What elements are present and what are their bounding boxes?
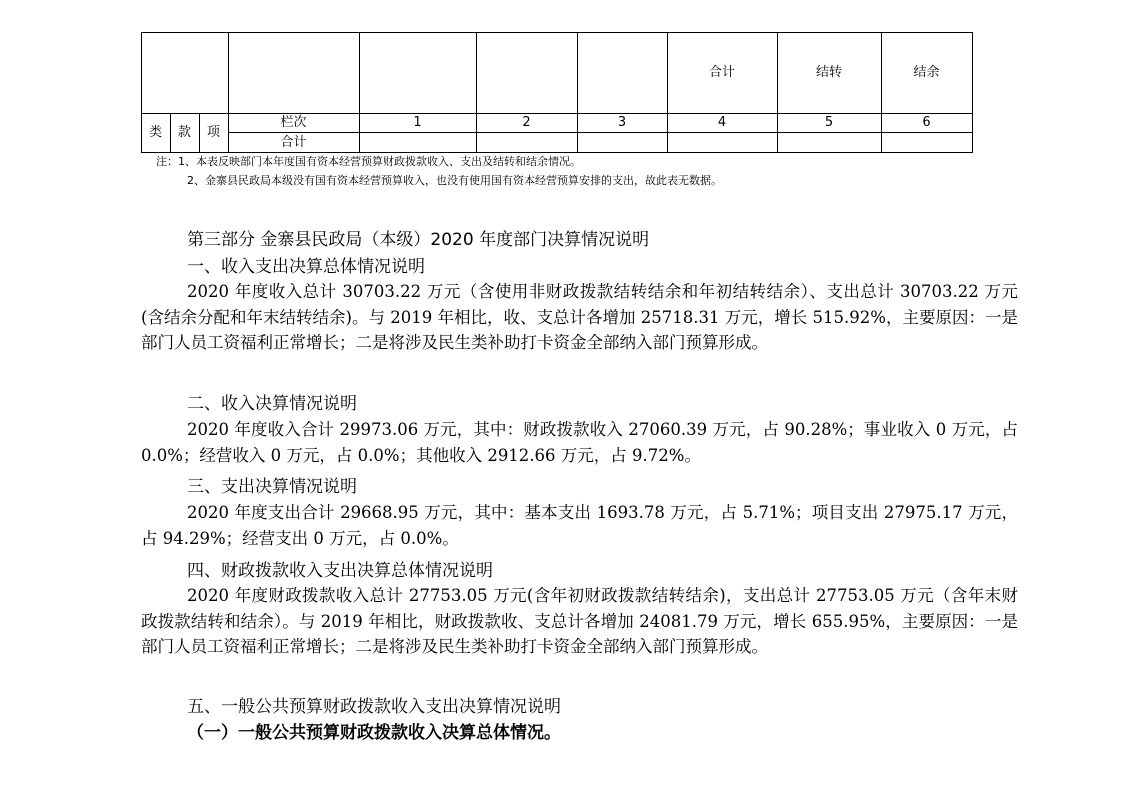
label-item: 项 <box>206 125 220 140</box>
section-5-subheading: （一）一般公共预算财政拨款收入决算总体情况。 <box>187 723 561 743</box>
section-2-text: 2020 年度收入合计 29973.06 万元，其中：财政拨款收入 27060.39 万元，占 90.28%；事业收入 0 万元，占 0.0%；经营收入 0 万元，占 0.0%；其他收入 2912.66 万元，占 9.72%。 <box>141 420 1018 465</box>
label-category: 类 <box>148 125 162 140</box>
section-1-text: 2020 年度收入总计 30703.22 万元（含使用非财政拨款结转结余和年初结转结余）、支出总计 30703.22 万元(含结余分配和年末结转结余)。与 2019 年相比，收、支总计各增加 25718.31 万元，增长 515.92%，主要原因：一是部门人员工资福利正常增长；二是将涉及民生类补助打卡资金全部纳入部门预算形成。 <box>141 282 1018 352</box>
column-number: 4 <box>717 115 727 130</box>
column-number: 3 <box>617 115 627 130</box>
table-rule <box>141 152 973 153</box>
column-number: 6 <box>922 115 931 130</box>
table-rule <box>359 32 360 153</box>
header-balance: 结余 <box>913 65 940 80</box>
header-total: 合计 <box>708 65 735 80</box>
table-rule <box>777 32 778 153</box>
table-rule <box>141 32 973 33</box>
section-2-heading: 二、收入决算情况说明 <box>187 394 357 414</box>
label-column-index: 栏次 <box>280 115 307 130</box>
table-note-1: 注：1、本表反映部门本年度国有资本经营预算财政拨款收入、支出及结转和结余情况。 <box>156 155 581 168</box>
label-section: 款 <box>177 125 191 140</box>
part3-title: 第三部分 金寨县民政局（本级）2020 年度部门决算情况说明 <box>187 230 650 250</box>
table-note-2: 2、金寨县民政局本级没有国有资本经营预算收入，也没有使用国有资本经营预算安排的支出，故此表无数据。 <box>187 174 722 187</box>
section-4-heading: 四、财政拨款收入支出决算总体情况说明 <box>187 561 493 581</box>
section-3-text: 2020 年度支出合计 29668.95 万元，其中：基本支出 1693.78 万元，占 5.71%；项目支出 27975.17 万元，占 94.29%；经营支出 0 万元，占 0.0%。 <box>141 503 1018 548</box>
section-3-heading: 三、支出决算情况说明 <box>187 477 357 497</box>
table-rule <box>228 132 973 133</box>
section-4-text: 2020 年度财政拨款收入总计 27753.05 万元(含年初财政拨款结转结余)，支出总计 27753.05 万元（含年末财政拨款结转和结余）。与 2019 年相比，财政拨款收、支总计各增加 24081.79 万元，增长 655.95%，主要原因：一是部门人员工资福利正常增长；二是将涉及民生类补助打卡资金全部纳入部门预算形成。 <box>141 586 1018 656</box>
table-rule <box>476 32 477 153</box>
table-rule <box>881 32 882 153</box>
label-row-total: 合计 <box>280 135 307 150</box>
table-rule <box>141 113 973 114</box>
table-rule <box>667 32 668 153</box>
column-number: 5 <box>824 115 834 130</box>
header-carryover: 结转 <box>815 65 842 80</box>
table-rule <box>577 32 578 153</box>
column-number: 2 <box>522 115 531 130</box>
column-number: 1 <box>413 115 422 130</box>
table-rule <box>972 32 973 153</box>
section-5-heading: 五、一般公共预算财政拨款收入支出决算情况说明 <box>187 697 561 717</box>
budget-table <box>141 32 973 153</box>
section-1-heading: 一、收入支出决算总体情况说明 <box>187 257 425 277</box>
